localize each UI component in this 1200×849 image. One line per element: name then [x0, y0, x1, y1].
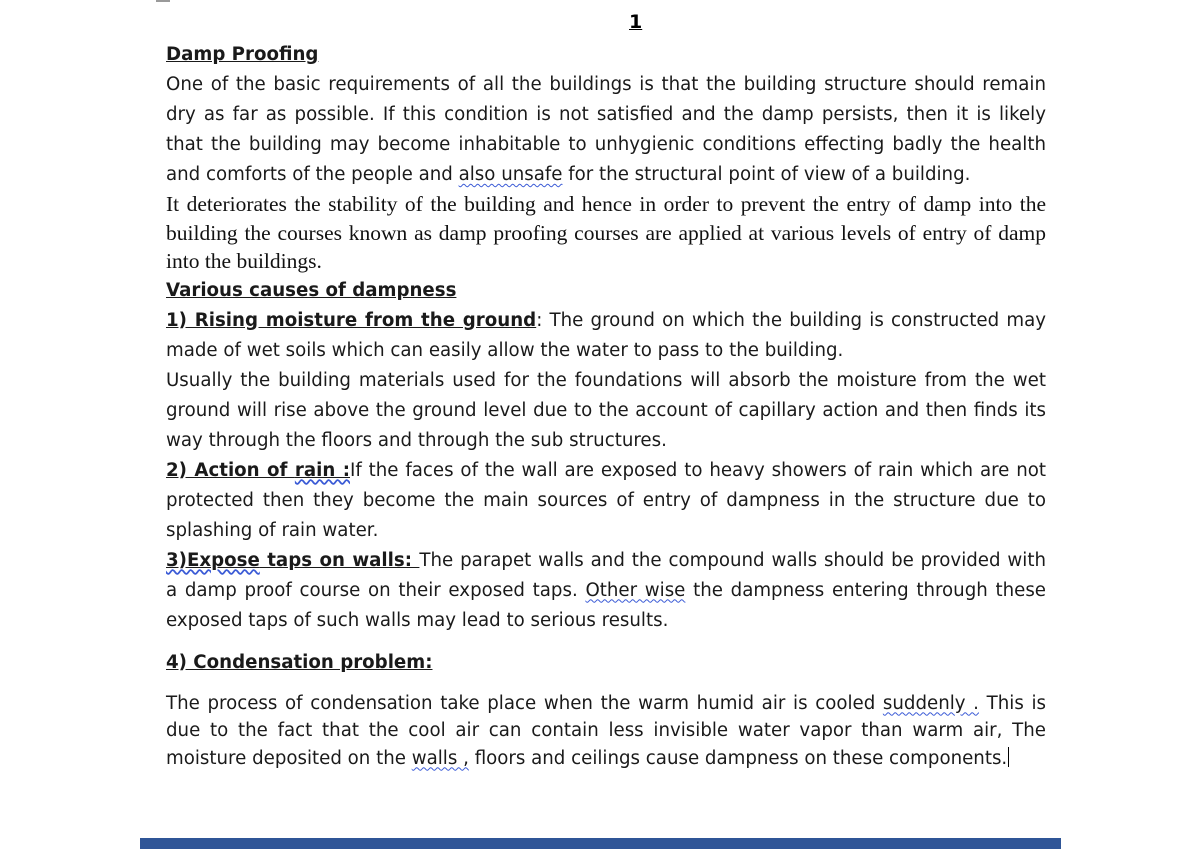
cause-1-paragraph-2: Usually the building materials used for the foundations will absorb the moisture from the wet ground will rise above the ground level due to the account of capillary action and then finds its way through the floors and through the sub structures.: [166, 369, 1046, 451]
cause-4-heading: 4) Condensation problem:: [166, 651, 433, 673]
intro-text-1: One of the basic requirements of all the buildings is that the building structure should remain dry as far as possible. If this condition is not satisfied and the damp persists, then it is likely that the building may become inhabitable to unhygienic conditions effecting badly the health and comforts of the people and: [166, 74, 1046, 185]
cause-2-paragraph: [166, 456, 1046, 546]
spellcheck-expose[interactable]: 3)Expose: [166, 549, 260, 571]
cause-4-paragraph: [166, 690, 1046, 773]
spellcheck-suddenly[interactable]: suddenly .: [882, 692, 979, 714]
cause-3-text-c: the dampness entering through these exposed taps of such walls may lead to serious results.: [166, 579, 1046, 631]
cause-2-text: If the faces of the wall are exposed to heavy showers of rain which are not protected then they become the main sources of entry of dampness in the structure due to splashing of rain water.: [166, 459, 1047, 541]
spellcheck-walls[interactable]: walls ,: [411, 747, 469, 769]
intro-text-2: for the structural point of view of a building.: [562, 164, 971, 185]
text-cursor: [1008, 747, 1009, 767]
cause-4-text-c: This is due to the fact that the cool air can contain less invisible water vapor than warm air, The moisture deposited on the: [166, 692, 1046, 769]
page-corner-mark: [156, 0, 170, 2]
spellcheck-rain[interactable]: rain :: [294, 459, 350, 481]
cause-4-text-a: The process of condensation take place when the warm humid air is cooled: [166, 692, 883, 714]
cause-2-lead-a: 2) Action of: [166, 459, 295, 481]
causes-heading: Various causes of dampness: [166, 279, 457, 301]
cause-1-lead: 1) Rising moisture from the ground: [166, 309, 537, 331]
cause-4-text-e: floors and ceilings cause dampness on these components.: [468, 747, 1008, 769]
document-title: Damp Proofing: [166, 44, 319, 65]
cause-2-lead: [166, 460, 350, 481]
cause-3-paragraph: [166, 546, 1046, 636]
cause-3-lead: [166, 550, 419, 571]
cause-1-paragraph: [166, 306, 1046, 366]
page-number: 1: [629, 11, 643, 33]
intro-paragraph: [166, 70, 1046, 190]
spellcheck-phrase-also-unsafe[interactable]: also unsafe: [458, 164, 563, 185]
document-body[interactable]: [166, 40, 1046, 772]
serif-paragraph: It deteriorates the stability of the building and hence in order to prevent the entry of damp into the building the courses known as damp proofing courses are applied at various levels of entry of damp into the buildings.: [166, 192, 1046, 273]
spellcheck-other-wise[interactable]: Other wise: [585, 579, 686, 601]
cause-1-text: : The ground on which the building is constructed may made of wet soils which can easily allow the water to pass to the building.: [166, 309, 1046, 361]
cause-3-lead-b: taps on walls:: [259, 549, 420, 571]
cause-3-text-a: The parapet walls and the compound walls should be provided with a damp proof course on their exposed taps.: [166, 549, 1046, 601]
footer-bar: [140, 838, 1061, 849]
